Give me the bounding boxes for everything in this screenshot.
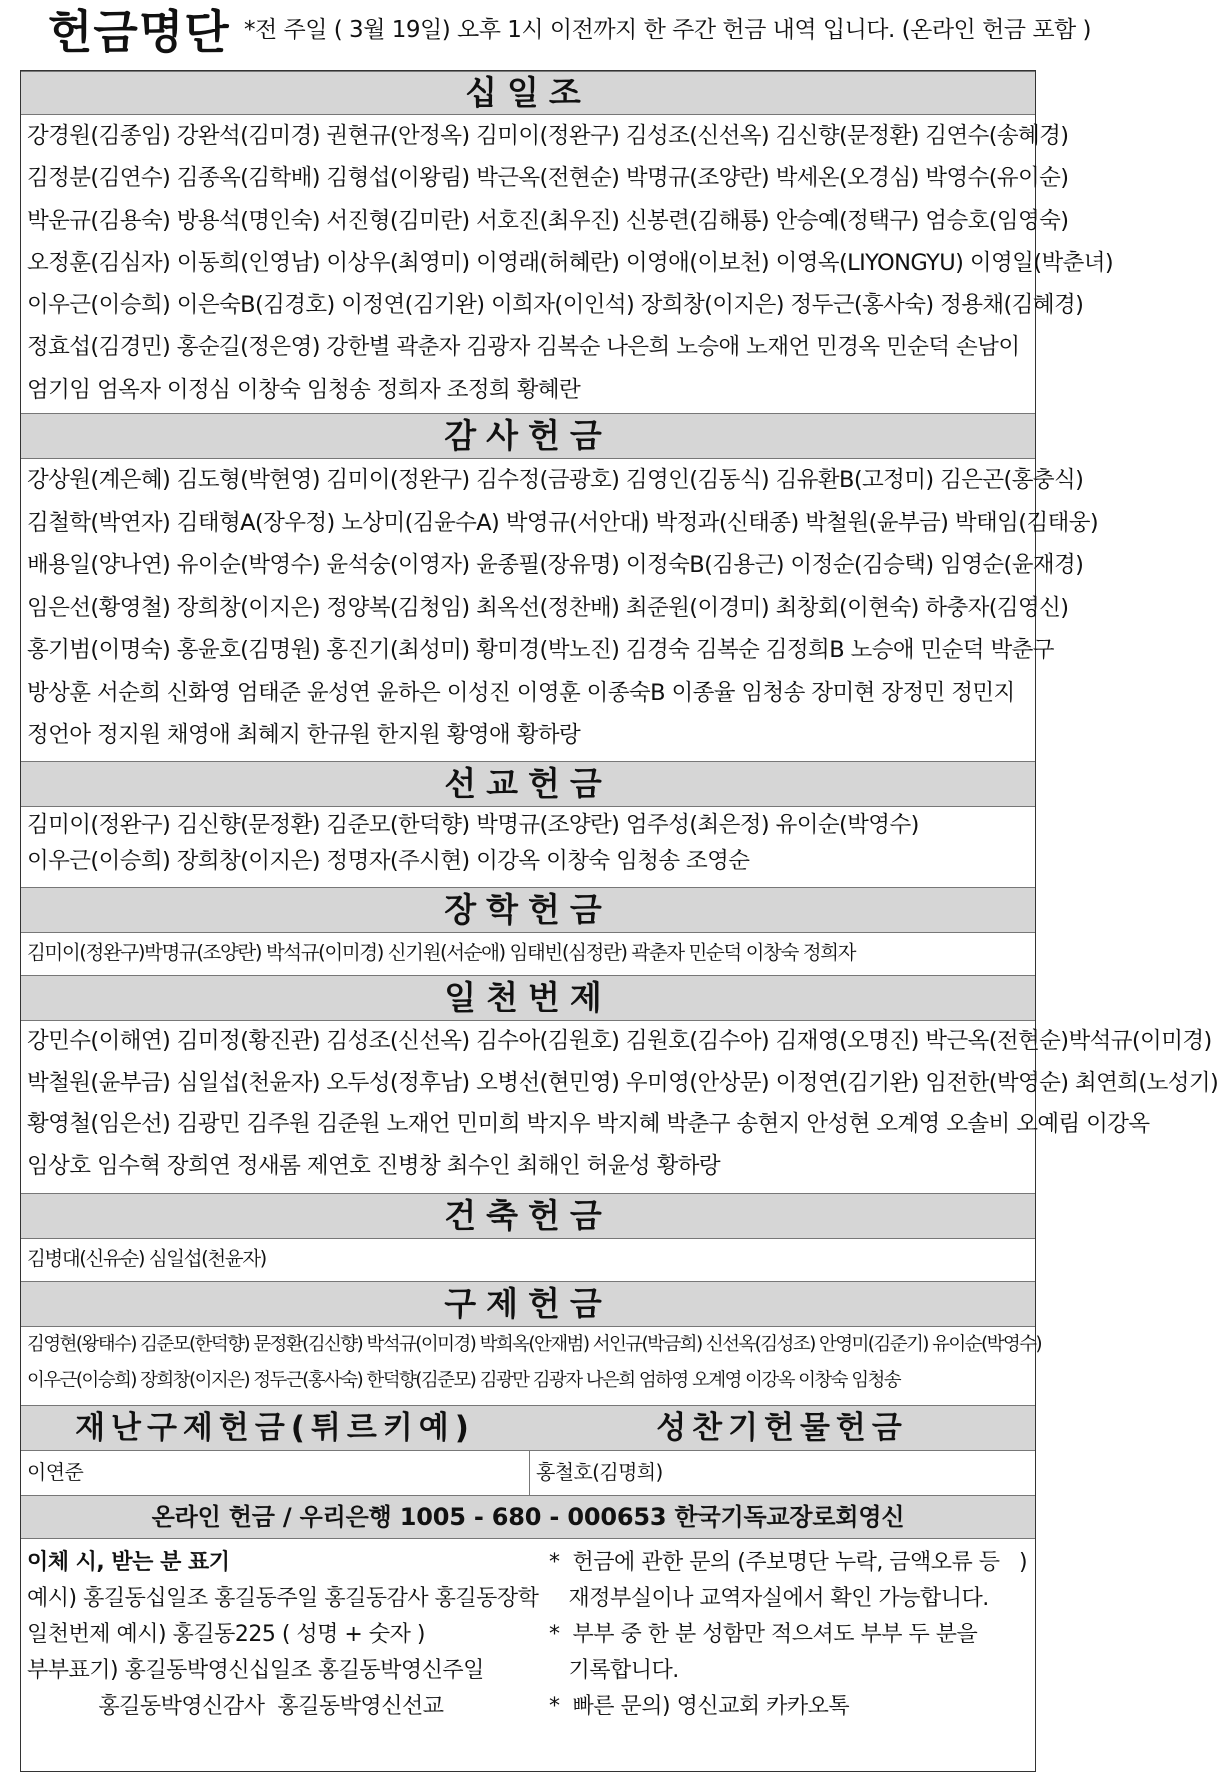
transfer-line: 홍길동박영신감사 홍길동박영신선교 [27, 1694, 444, 1719]
list-line: 강경원(김종임) 강완석(김미경) 권현규(안정옥) 김미이(정완구) 김성조(신선옥) 김신향(문정환) 김연수(송혜경) [27, 123, 1069, 149]
list-line: 박철원(윤부금) 심일섭(천윤자) 오두성(정후남) 오병선(현민영) 우미영(안상문) 이정연(김기완) 임전한(박영순) 최연희(노성기) [27, 1069, 1218, 1096]
inquiry-line: 기록합니다. [549, 1658, 679, 1683]
section-header-thanks: 감사헌금 [21, 413, 1035, 459]
inquiry-line: * 부부 중 한 분 성함만 적으셔도 부부 두 분을 [549, 1622, 978, 1647]
transfer-guide [27, 1545, 547, 1725]
section-header-thousand: 일천번제 [21, 975, 1035, 1021]
online-account-bar: 온라인 헌금 / 우리은행 1005 - 680 - 000653 한국기독교장로회영신 [21, 1495, 1035, 1539]
section-body-disaster [21, 1451, 529, 1495]
offering-list-box [20, 70, 1218, 1772]
list-line: 이우근(이승희) 이은숙B(김경호) 이정연(김기완) 이희자(이인석) 장희창(이지은) 정두근(홍사숙) 정용채(김혜경) [27, 292, 1084, 319]
section-header-mission: 선교헌금 [21, 761, 1035, 807]
list-line: 이우근(이승희) 장희창(이지은) 정명자(주시현) 이강옥 이창숙 임청송 조영순 [27, 848, 750, 874]
section-body-mission [21, 807, 1035, 885]
list-line: 엄기임 엄옥자 이정심 이창숙 임청송 정희자 조정희 황혜란 [27, 376, 581, 403]
inquiry-line: * 빠른 문의) 영신교회 카카오톡 [549, 1694, 850, 1719]
section-body-thousand [21, 1021, 1218, 1191]
list-line: 방상훈 서순희 신화영 엄태준 윤성연 윤하은 이성진 이영훈 이종숙B 이종율 임청송 장미현 장정민 정민지 [27, 679, 1015, 706]
section-header-building: 건축헌금 [21, 1193, 1035, 1239]
period-note: *전 주일 ( 3월 19일) 오후 1시 이전까지 한 주간 헌금 내역 입니다. (온라인 헌금 포함 ) [244, 17, 1092, 43]
section-body-scholarship [21, 933, 1035, 975]
transfer-line: 부부표기) 홍길동박영신십일조 홍길동박영신주일 [27, 1658, 484, 1683]
list-line: 홍철호(김명희) [536, 1460, 663, 1484]
list-line: 김병대(신유순) 심일섭(천윤자) [27, 1247, 266, 1270]
list-line: 정효섭(김경민) 홍순길(정은영) 강한별 곽춘자 김광자 김복순 나은희 노승애 노재언 민경옥 민순덕 손남이 [27, 334, 1020, 361]
list-line: 임은선(황영철) 장희창(이지은) 정양복(김청임) 최옥선(정찬배) 최준원(이경미) 최창회(이현숙) 하충자(김영신) [27, 594, 1069, 621]
section-header-tithe: 십일조 [21, 71, 1035, 115]
list-line: 이연준 [27, 1460, 84, 1484]
list-line: 강상원(계은혜) 김도형(박현영) 김미이(정완구) 김수정(금광호) 김영인(김동식) 김유환B(고정미) 김은곤(홍충식) [27, 467, 1084, 493]
list-line: 이우근(이승희) 장희창(이지은) 정두근(홍사숙) 한덕향(김준모) 김광만 김광자 나은희 엄하영 오계영 이강옥 이창숙 임청송 [27, 1370, 901, 1391]
list-line: 김미이(정완구)박명규(조양란) 박석규(이미경) 신기원(서순애) 임태빈(심정란) 곽춘자 민순덕 이창숙 정희자 [27, 941, 856, 964]
list-line: 홍기범(이명숙) 홍윤호(김명원) 홍진기(최성미) 황미경(박노진) 김경숙 김복순 김정희B 노승애 민순덕 박춘구 [27, 637, 1054, 663]
inquiry-guide [549, 1545, 1035, 1725]
list-line: 오정훈(김심자) 이동희(인영남) 이상우(최영미) 이영래(허혜란) 이영애(이보천) 이영옥(LIYONGYU) 이영일(박춘녀) [27, 249, 1114, 276]
list-line: 김미이(정완구) 김신향(문정환) 김준모(한덕향) 박명규(조양란) 엄주성(최은정) 유이순(박영수) [27, 812, 919, 838]
list-line: 박운규(김용숙) 방용석(명인숙) 서진형(김미란) 서호진(최우진) 신봉련(김해룡) 안승예(정택구) 엄승호(임영숙) [27, 207, 1069, 234]
list-line: 임상호 임수혁 장희연 정새롬 제연호 진병창 최수인 최해인 허윤성 황하랑 [27, 1152, 721, 1179]
section-body-choir [529, 1451, 1035, 1495]
transfer-line: 예시) 홍길동십일조 홍길동주일 홍길동감사 홍길동장학 [27, 1586, 539, 1611]
list-line: 김영현(왕태수) 김준모(한덕향) 문정환(김신향) 박석규(이미경) 박희옥(안재범) 서인규(박금희) 신선옥(김성조) 안영미(김준기) 유이순(박영수) [27, 1334, 1042, 1355]
list-line: 황영철(임은선) 김광민 김주원 김준원 노재언 민미희 박지우 박지혜 박춘구 송현지 안성현 오계영 오솔비 오예림 이강옥 [27, 1111, 1150, 1137]
list-line: 김철학(박연자) 김태형A(장우정) 노상미(김윤수A) 박영규(서안대) 박정과(신태종) 박철원(윤부금) 박태임(김태웅) [27, 509, 1099, 536]
inquiry-line: * 헌금에 관한 문의 (주보명단 누락, 금액오류 등 ) [549, 1550, 1028, 1575]
page-header [0, 0, 1092, 70]
transfer-line: 일천번제 예시) 홍길동225 ( 성명 + 숫자 ) [27, 1622, 425, 1647]
section-header-scholarship: 장학헌금 [21, 887, 1035, 933]
section-body-relief [21, 1327, 1042, 1405]
list-line: 김정분(김연수) 김종옥(김학배) 김형섭(이왕림) 박근옥(전현순) 박명규(조양란) 박세온(오경심) 박영수(유이순) [27, 165, 1069, 192]
inquiry-line: 재정부실이나 교역자실에서 확인 가능합니다. [549, 1586, 989, 1611]
list-line: 강민수(이해연) 김미정(황진관) 김성조(신선옥) 김수아(김원호) 김원호(김수아) 김재영(오명진) 박근옥(전현순)박석규(이미경) [27, 1028, 1212, 1054]
section-header-relief: 구제헌금 [21, 1281, 1035, 1327]
section-body-tithe [21, 115, 1114, 411]
transfer-heading: 이체 시, 받는 분 표기 [27, 1550, 230, 1575]
section-header-choir: 성찬기헌물헌금 [529, 1405, 1035, 1451]
list-line: 정언아 정지원 채영애 최혜지 한규원 한지원 황영애 황하랑 [27, 722, 581, 748]
page-title: 헌금명단 [48, 5, 230, 59]
section-body-thanks [21, 459, 1099, 759]
section-body-building [21, 1239, 1035, 1281]
section-header-disaster: 재난구제헌금(튀르키예) [21, 1405, 529, 1451]
list-line: 배용일(양나연) 유이순(박영수) 윤석숭(이영자) 윤종필(장유명) 이정숙B(김용근) 이정순(김승택) 임영순(윤재경) [27, 552, 1084, 578]
